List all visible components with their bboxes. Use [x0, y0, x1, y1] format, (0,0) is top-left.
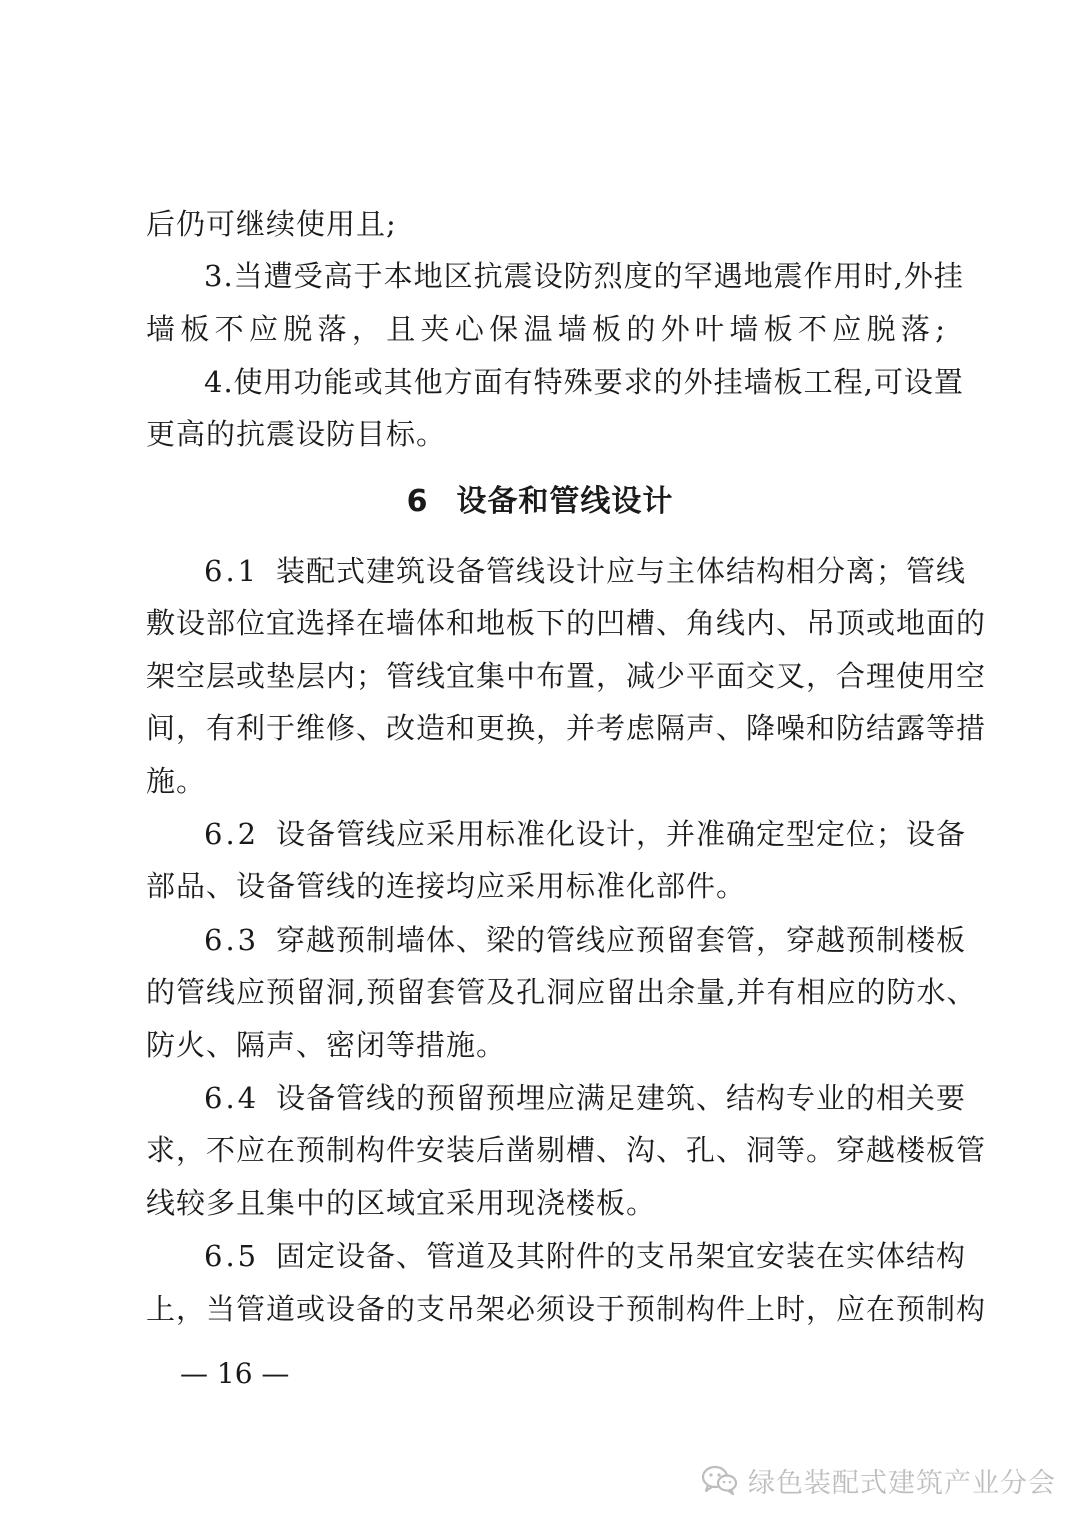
clause-number: 6.4	[204, 1081, 260, 1115]
section-title: 设备和管线设计	[456, 484, 674, 519]
text-line: 部品、设备管线的连接均应采用标准化部件。	[146, 869, 747, 903]
text-line: 间，有利于维修、改造和更换，并考虑隔声、降噪和防结露等措	[146, 711, 987, 745]
text-line: 更高的抗震设防目标。	[146, 417, 447, 451]
clause-number: 6.2	[204, 817, 260, 851]
clause-number: 6.5	[204, 1239, 260, 1273]
clause-6-3	[204, 920, 967, 960]
clause-6-4	[204, 1078, 967, 1118]
clause-text: 穿越预制墙体、梁的管线应预留套管，穿越预制楼板	[276, 923, 967, 957]
clause-text: 设备管线应采用标准化设计，并准确定型定位；设备	[276, 817, 967, 851]
text-line: 防火、隔声、密闭等措施。	[146, 1028, 507, 1062]
clause-text: 固定设备、管道及其附件的支吊架宜安装在实体结构	[276, 1239, 967, 1273]
clause-text: 装配式建筑设备管线设计应与主体结构相分离；管线	[276, 554, 967, 588]
clause-6-2	[204, 814, 967, 854]
text-line: 墙板不应脱落，且夹心保温墙板的外叶墙板不应脱落;	[146, 312, 946, 346]
text-line: 的管线应预留洞,预留套管及孔洞应留出余量,并有相应的防水、	[146, 975, 977, 1009]
clause-number: 6.1	[204, 554, 260, 588]
clause-6-5	[204, 1236, 967, 1276]
clause-6-1	[204, 551, 967, 591]
text-line: 敷设部位宜选择在墙体和地板下的凹槽、角线内、吊顶或地面的	[146, 606, 987, 640]
text-line: 架空层或垫层内；管线宜集中布置，减少平面交叉，合理使用空	[146, 659, 987, 693]
watermark	[700, 1460, 1056, 1500]
watermark-text: 绿色装配式建筑产业分会	[748, 1467, 1056, 1499]
text-line: 求，不应在预制构件安装后凿剔槽、沟、孔、洞等。穿越楼板管	[146, 1133, 987, 1167]
section-number: 6	[406, 484, 429, 519]
text-line: 线较多且集中的区域宜采用现浇楼板。	[146, 1186, 657, 1220]
clause-text: 设备管线的预留预埋应满足建筑、结构专业的相关要	[276, 1081, 967, 1115]
wechat-icon	[700, 1464, 738, 1496]
clause-number: 6.3	[204, 923, 260, 957]
list-item-4: 4.使用功能或其他方面有特殊要求的外挂墙板工程,可设置	[204, 365, 964, 399]
list-item-3: 3.当遭受高于本地区抗震设防烈度的罕遇地震作用时,外挂	[204, 259, 964, 293]
text-line: 后仍可继续使用且;	[146, 207, 397, 241]
page-number: — 16 —	[180, 1357, 290, 1390]
section-heading	[0, 482, 1080, 522]
text-line: 施。	[146, 764, 207, 798]
text-line: 上，当管道或设备的支吊架必须设于预制构件上时，应在预制构	[146, 1292, 987, 1326]
